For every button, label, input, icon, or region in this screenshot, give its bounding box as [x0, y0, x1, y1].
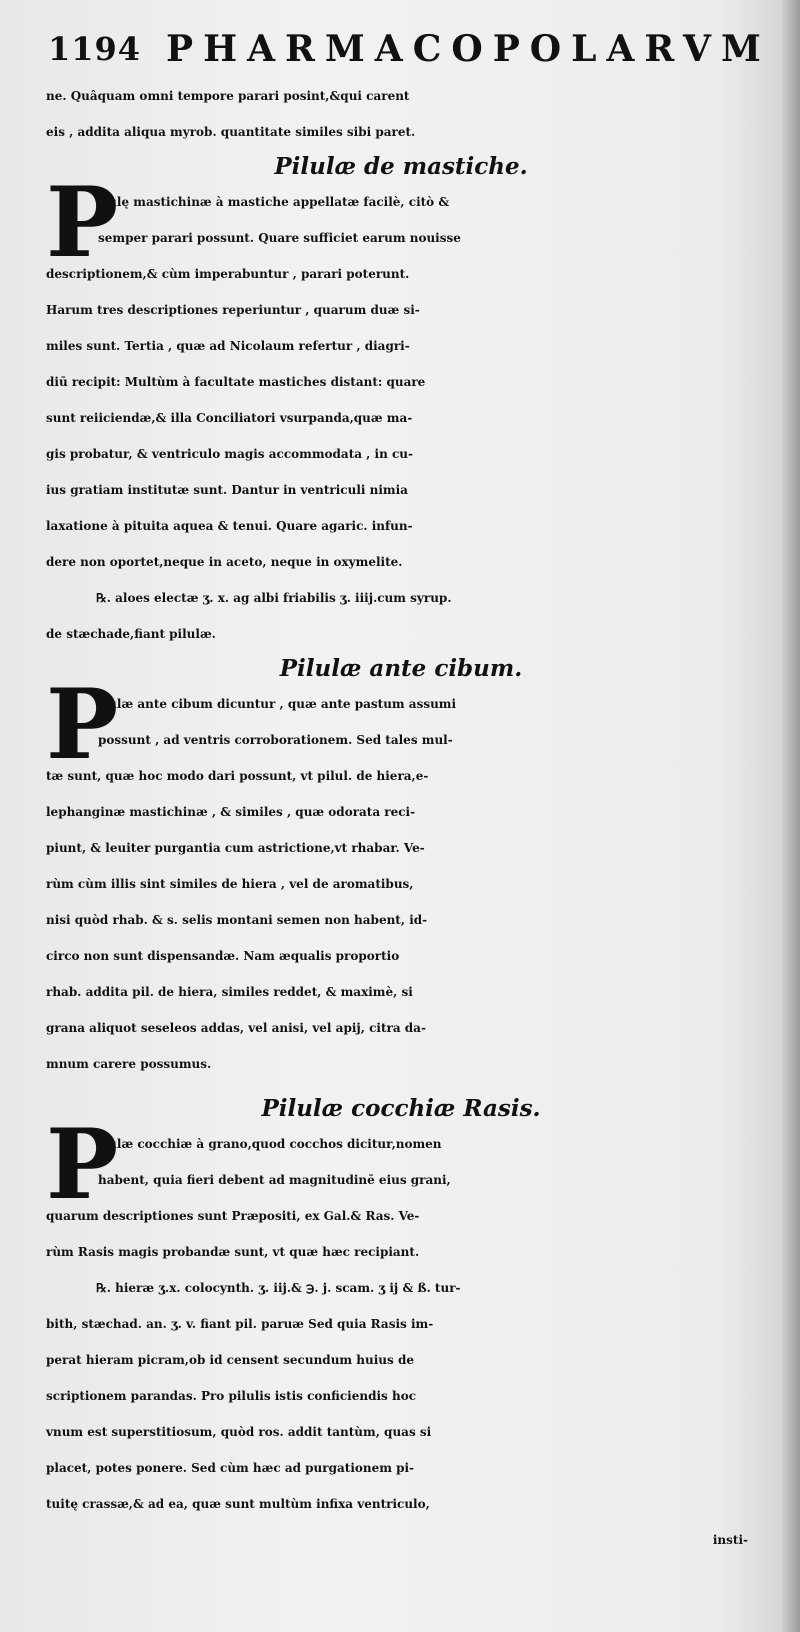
recipe-line: de stæchade,fiant pilulæ. [46, 627, 216, 641]
text-line: diū recipit: Multùm à facultate mastiches distant: quare [46, 375, 426, 389]
text-line: piunt, & leuiter purgantia cum astrictione,vt rhabar. Ve- [46, 841, 425, 855]
recipe-line: bith, stæchad. an. ʒ. v. fiant pil. paruæ Sed quia Rasis im- [46, 1317, 434, 1331]
recipe-line: ℞. hieræ ʒ.x. colocynth. ʒ. iij.& ℈. j. scam. ʒ ij & ß. tur- [96, 1281, 461, 1295]
text-line: rùm cùm illis sint similes de hiera , vel de aromatibus, [46, 877, 414, 891]
text-line: Ilulæ cocchiæ à grano,quod cocchos dicitur,nomen [98, 1137, 442, 1151]
text-line: ne. Quâquam omni tempore parari posint,&qui carent [46, 89, 410, 103]
page-edge-shadow [782, 0, 800, 1632]
section-heading: Pilulæ cocchiæ Rasis. [261, 1095, 541, 1122]
text-line: descriptionem,& cùm imperabuntur , parari poterunt. [46, 267, 410, 281]
recipe-line: vnum est superstitiosum, quòd ros. addit tantùm, quas si [46, 1425, 432, 1439]
drop-cap: P [46, 1108, 119, 1221]
page-header [48, 16, 771, 72]
running-head: PHARMACOPOLARVM [166, 28, 771, 70]
section-heading: Pilulæ de mastiche. [274, 153, 528, 180]
text-line: laxatione à pituita aquea & tenui. Quare agaric. infun- [46, 519, 413, 533]
recipe-line: ℞. aloes electæ ʒ. x. ag albi friabilis ʒ. iiij.cum syrup. [96, 591, 452, 605]
catchword: insti- [712, 1533, 748, 1547]
text-line: Ilulæ ante cibum dicuntur , quæ ante pastum assumi [98, 697, 457, 711]
section-heading: Pilulæ ante cibum. [279, 655, 523, 682]
text-line: miles sunt. Tertia , quæ ad Nicolaum refertur , diagri- [46, 339, 410, 353]
page-number: 1194 [48, 30, 142, 68]
text-line: possunt , ad ventris corroborationem. Sed tales mul- [98, 733, 453, 747]
recipe-line: placet, potes ponere. Sed cùm hæc ad purgationem pi- [46, 1461, 415, 1475]
text-line: Harum tres descriptiones reperiuntur , quarum duæ si- [46, 303, 420, 317]
text-line: nisi quòd rhab. & s. selis montani semen non habent, id- [46, 913, 428, 927]
paragraph [46, 668, 756, 1082]
text-line: mnum carere possumus. [46, 1057, 212, 1071]
text-line: ius gratiam institutæ sunt. Dantur in ventriculi nimia [46, 483, 408, 497]
drop-cap: P [46, 668, 119, 781]
recipe-line: tuitę crassæ,& ad ea, quæ sunt multùm infixa ventriculo, [46, 1497, 430, 1511]
text-line: rhab. addita pil. de hiera, similes reddet, & maximè, si [46, 985, 413, 999]
text-line: habent, quia fieri debent ad magnitudinē eius grani, [98, 1173, 451, 1187]
recipe-line: perat hieram picram,ob id censent secundum huius de [46, 1353, 414, 1367]
text-line: rùm Rasis magis probandæ sunt, vt quæ hæc recipiant. [46, 1245, 420, 1259]
text-line: tæ sunt, quæ hoc modo dari possunt, vt pilul. de hiera,e- [46, 769, 429, 783]
text-line: circo non sunt dispensandæ. Nam æqualis proportio [46, 949, 400, 963]
text-line: Ilulę mastichinæ à mastiche appellatæ facilè, citò & [98, 195, 450, 209]
text-line: semper parari possunt. Quare sufficiet earum nouisse [98, 231, 461, 245]
recipe-line: scriptionem parandas. Pro pilulis istis conficiendis hoc [46, 1389, 417, 1403]
text-line: eis , addita aliqua myrob. quantitate similes sibi paret. [46, 125, 416, 139]
text-line: sunt reiiciendæ,& illa Conciliatori vsurpanda,quæ ma- [46, 411, 413, 425]
text-line: gis probatur, & ventriculo magis accommodata , in cu- [46, 447, 414, 461]
drop-cap: P [46, 166, 119, 279]
text-line: lephanginæ mastichinæ , & similes , quæ odorata reci- [46, 805, 416, 819]
text-block [46, 78, 756, 1558]
text-line: dere non oportet,neque in aceto, neque in oxymelite. [46, 555, 403, 569]
text-line: quarum descriptiones sunt Præpositi, ex Gal.& Ras. Ve- [46, 1209, 420, 1223]
text-line: grana aliquot seseleos addas, vel anisi, vel apij, citra da- [46, 1021, 426, 1035]
